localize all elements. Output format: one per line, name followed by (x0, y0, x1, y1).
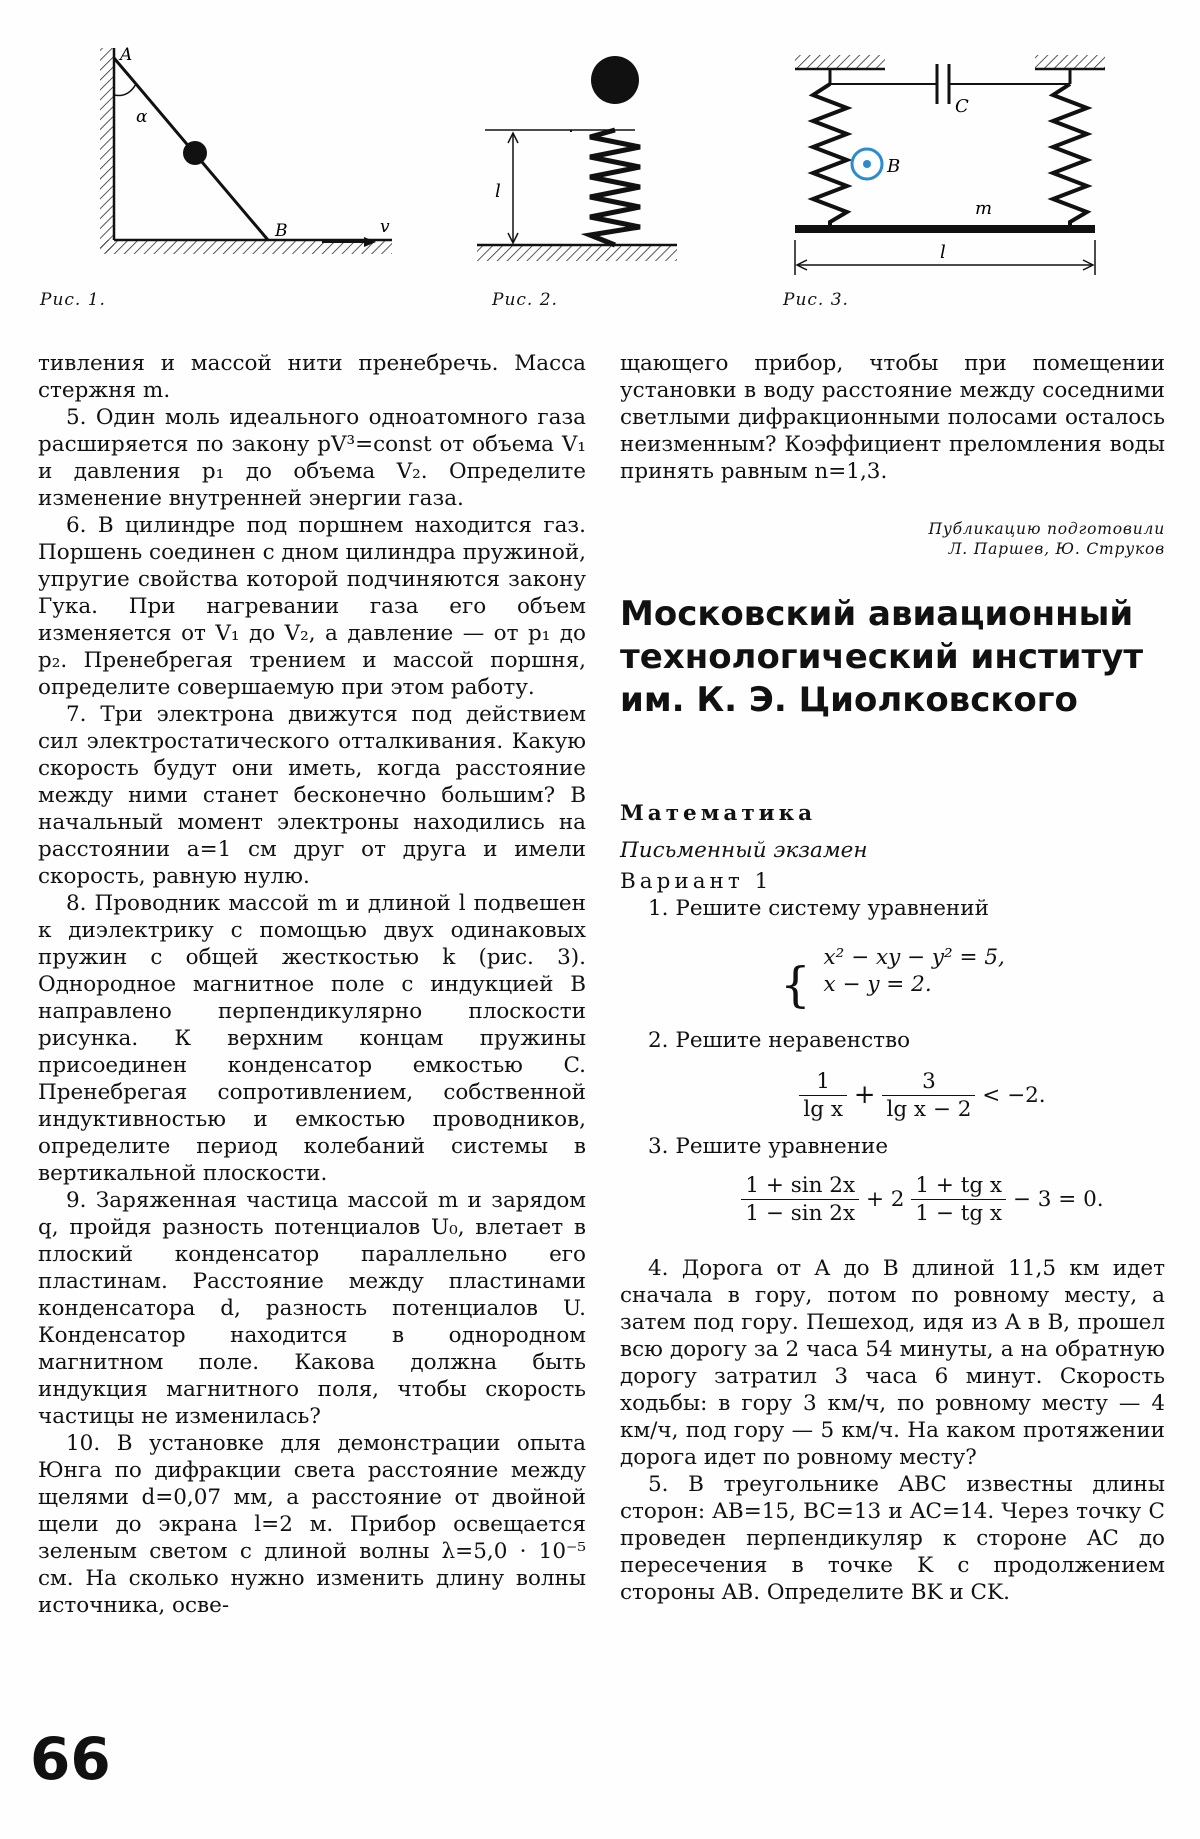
figure-3-caption: Рис. 3. (783, 290, 849, 310)
trig-den-1: 1 − sin 2x (745, 1201, 856, 1226)
left-column (38, 350, 586, 1619)
inequality-op: + (853, 1080, 876, 1110)
right-column (620, 350, 1165, 1606)
fig3-label-m: m (975, 198, 993, 219)
question-1: 1. Решите систему уравнений (648, 896, 989, 921)
trig-num-2: 1 + tg x (911, 1172, 1006, 1200)
question-2: 2. Решите неравенство (648, 1028, 911, 1053)
inequality-rhs: < −2. (982, 1083, 1046, 1108)
problem-5: 5. Один моль идеального одноатомного газа расширяется по закону pV³=const от объема V₁ и давления p₁ до объема V₂. Определите изменение внутренней энергии газа. (38, 405, 586, 511)
trig-den-2: 1 − tg x (915, 1201, 1003, 1226)
problem-9: 9. Заряженная частица массой m и зарядом q, пройдя разность потенциалов U₀, влетает в плоский конденсатор параллельно его пластинам. Расстояние между пластинами конденсатора d, разность потенциалов U. Конденсатор находится в однородном магнитном поле. Какова должна быть индукция магнитного поля, чтобы скорость частицы не изменилась? (38, 1188, 586, 1429)
question-4: 4. Дорога от A до B длиной 11,5 км идет сначала в гору, потом по ровному месту, а затем под гору. Пешеход, идя из A в B, прошел всю дорогу за 2 часа 54 минуты, а на обратную дорогу затратил 3 часа 6 минут. Скорость ходьбы: в гору 3 км/ч, по ровному месту — 4 км/ч, под гору — 5 км/ч. На каком протяжении дорога идет по ровному месту? (620, 1256, 1165, 1470)
fig1-label-b: B (275, 221, 288, 241)
fig2-label-l: l (495, 181, 501, 202)
inequality (680, 1068, 1165, 1123)
inequality-num-2: 3 (882, 1068, 975, 1096)
fig3-label-c: C (955, 96, 969, 117)
problem-7: 7. Три электрона движутся под действием сил электростатического отталкивания. Какую скорость будут они иметь, когда расстояние между ними станет бесконечно большим? В начальный момент электроны находились на расстоянии a=1 см друг от друга и имели скорость, равную нулю. (38, 702, 586, 889)
problem-4-tail: тивления и массой нити пренебречь. Масса стержня m. (38, 351, 586, 403)
trig-equation (680, 1172, 1165, 1227)
credit-line-2: Л. Паршев, Ю. Струков (948, 540, 1165, 558)
question-5: 5. В треугольнике ABC известны длины сторон: AB=15, BC=13 и AC=14. Через точку C проведен перпендикуляр к стороне AC до пересечения в точке K с продолжением стороны AB. Определите BK и CK. (620, 1472, 1165, 1605)
problem-10: 10. В установке для демонстрации опыта Юнга по дифракции света расстояние между щелями d=0,07 мм, а расстояние от двойной щели до экрана l=2 м. Прибор освещается зеленым светом с длиной волны λ=5,0 · 10⁻⁵ см. На сколько нужно изменить длину волны источника, осве- (38, 1431, 586, 1618)
figure-3 (785, 50, 1105, 280)
variant: Вариант 1 (620, 869, 773, 894)
system-equation-1: x² − xy − y² = 5, (823, 945, 1005, 970)
fig1-label-alpha: α (136, 107, 148, 127)
inequality-den-2: lg x − 2 (886, 1097, 972, 1122)
question-3: 3. Решите уравнение (648, 1134, 889, 1159)
figure-1 (100, 40, 400, 275)
fig1-label-a: A (120, 45, 133, 65)
problem-6: 6. В цилиндре под поршнем находится газ. Поршень соединен с дном цилиндра пружиной, упругие свойства которой подчиняются закону Гука. При нагревании газа его объем изменяется от V₁ до V₂, а давление — от p₁ до p₂. Пренебрегая трением и массой поршня, определите совершаемую при этом работу. (38, 513, 586, 700)
trig-mid: + 2 (865, 1187, 905, 1212)
subject-heading: Математика (620, 801, 817, 826)
trig-num-1: 1 + sin 2x (741, 1172, 859, 1200)
exam-type: Письменный экзамен (620, 838, 868, 863)
system-equation-2: x − y = 2. (823, 972, 932, 997)
inequality-den-1: lg x (803, 1097, 843, 1122)
trig-rhs: − 3 = 0. (1012, 1187, 1104, 1212)
fig1-label-v: v (380, 217, 390, 237)
fig3-label-b: B (887, 156, 901, 177)
fig3-label-l: l (940, 242, 946, 263)
credit-line-1: Публикацию подготовили (928, 520, 1165, 538)
credit (620, 519, 1165, 559)
inequality-num-1: 1 (799, 1068, 847, 1096)
page-number: 66 (30, 1725, 111, 1793)
figure-2 (475, 45, 690, 275)
problem-8: 8. Проводник массой m и длиной l подвешен к диэлектрику с помощью двух одинаковых пружин с общей жесткостью k (рис. 3). Однородное магнитное поле с индукцией B направлено перпендикулярно плоскости рисунка. К верхним концам пружины присоединен конденсатор емкостью C. Пренебрегая сопротивлением, собственной индуктивностью и емкостью проводников, определите период колебаний системы в вертикальной плоскости. (38, 891, 586, 1186)
figure-1-caption: Рис. 1. (40, 290, 106, 310)
equation-system: { x² − xy − y² = 5, x − y = 2. (780, 945, 1005, 1013)
figure-2-caption: Рис. 2. (492, 290, 558, 310)
institute-title: Московский авиационный технологический институт им. К. Э. Циолковского (620, 594, 1144, 720)
problem-10-tail: щающего прибор, чтобы при помещении установки в воду расстояние между соседними светлыми дифракционными полосами осталось неизменным? Коэффициент преломления воды принять равным n=1,3. (620, 351, 1165, 484)
